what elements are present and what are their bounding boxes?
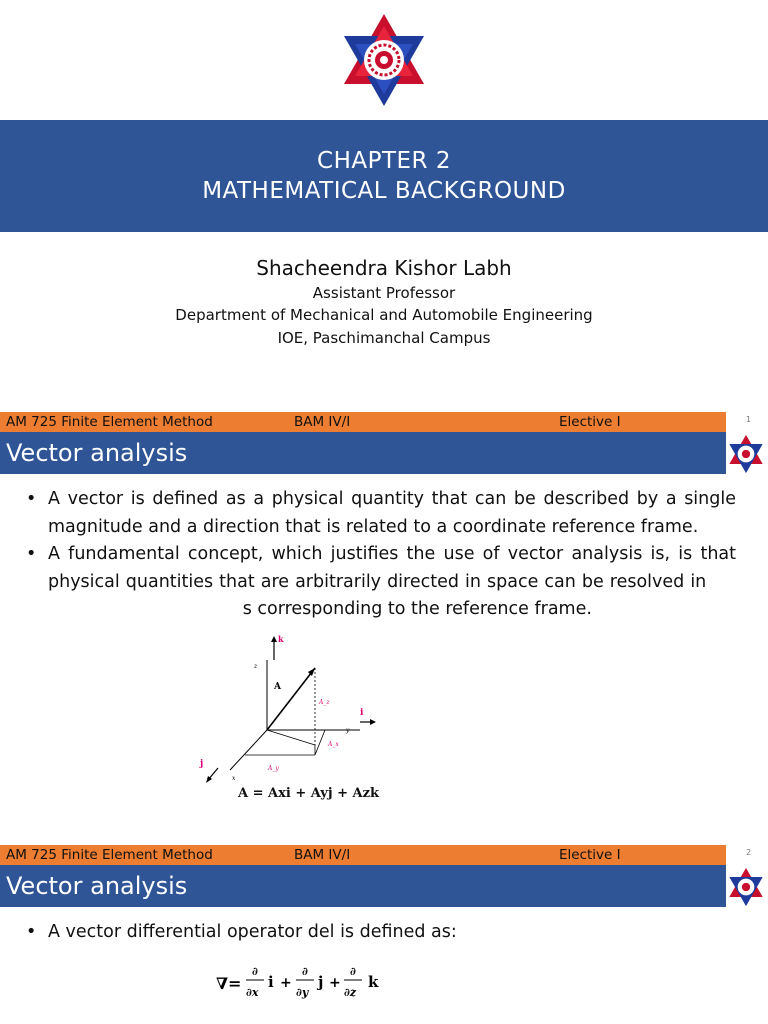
author-name: Shacheendra Kishor Labh [256,256,512,280]
unit-i: i [268,973,274,991]
unit-k: k [368,973,379,991]
nabla-symbol: ∇= [216,974,242,993]
label-z: z [254,663,258,670]
bullet-list [26,919,736,947]
vector-formula: A = Axi + Ayj + Azk [238,786,379,801]
course-type: Elective I [559,847,621,863]
author-role: Assistant Professor [312,284,456,302]
institute-logo [342,12,426,108]
course-semester: BAM IV/I [294,847,351,863]
chapter-title: CHAPTER 2 [317,148,451,174]
bullet-list [26,486,736,624]
bullet-dot-icon: • [26,922,37,942]
plus-sign: + [280,975,292,991]
bullet-item [26,919,736,947]
label-Az: A_z [319,699,330,706]
bullet-item [26,486,736,541]
slide-heading-bar [0,865,726,907]
course-bar [0,845,726,865]
label-j: j [200,759,204,769]
title-band [0,120,768,232]
institute-logo-small [728,867,764,907]
course-type: Elective I [559,414,621,430]
bullet-text: A vector differential operator del is defined as: [48,922,457,942]
title-slide [0,0,768,410]
course-name: AM 725 Finite Element Method [6,847,213,863]
plus-sign: + [329,975,341,991]
slide-heading: Vector analysis [6,439,188,467]
label-Ay: A_y [268,765,279,772]
unit-j: j [318,973,324,991]
course-bar [0,412,726,432]
bullet-text: A fundamental concept, which justifies the use of vector analysis is, is that physical quantities that are arbitrarily directed in space can be resolved in s corresponding to the reference frame. [48,544,736,619]
partial-y: ∂y [296,986,309,999]
partial-symbol: ∂ [350,965,356,978]
partial-symbol: ∂ [302,965,308,978]
page-number: 2 [746,848,752,857]
partial-x: ∂x [246,986,259,999]
label-i: i [360,708,364,718]
bullet-dot-icon: • [26,489,37,509]
course-semester: BAM IV/I [294,414,351,430]
partial-symbol: ∂ [252,965,258,978]
partial-z: ∂z [344,986,357,999]
label-y: y [346,727,350,734]
author-campus: IOE, Paschimanchal Campus [277,329,491,347]
page-number: 1 [746,415,752,424]
slide-heading-bar [0,432,726,474]
del-operator-formula [216,963,396,1007]
author-department: Department of Mechanical and Automobile Engineering [175,306,593,324]
slide-vector-analysis-1 [0,410,768,843]
label-x: x [232,775,236,782]
course-name: AM 725 Finite Element Method [6,414,213,430]
bullet-text: A vector is defined as a physical quantity that can be described by a single magnitude and a direction that is related to a coordinate reference frame. [48,489,736,537]
bullet-item [26,541,736,624]
slide-vector-analysis-2 [0,843,768,1024]
label-A: A [274,682,281,692]
institute-logo-small [728,434,764,474]
label-k: k [278,634,284,644]
bullet-dot-icon: • [26,544,37,564]
slide-heading: Vector analysis [6,872,188,900]
label-Ax: A_x [328,741,339,748]
chapter-subtitle: MATHEMATICAL BACKGROUND [202,178,566,204]
